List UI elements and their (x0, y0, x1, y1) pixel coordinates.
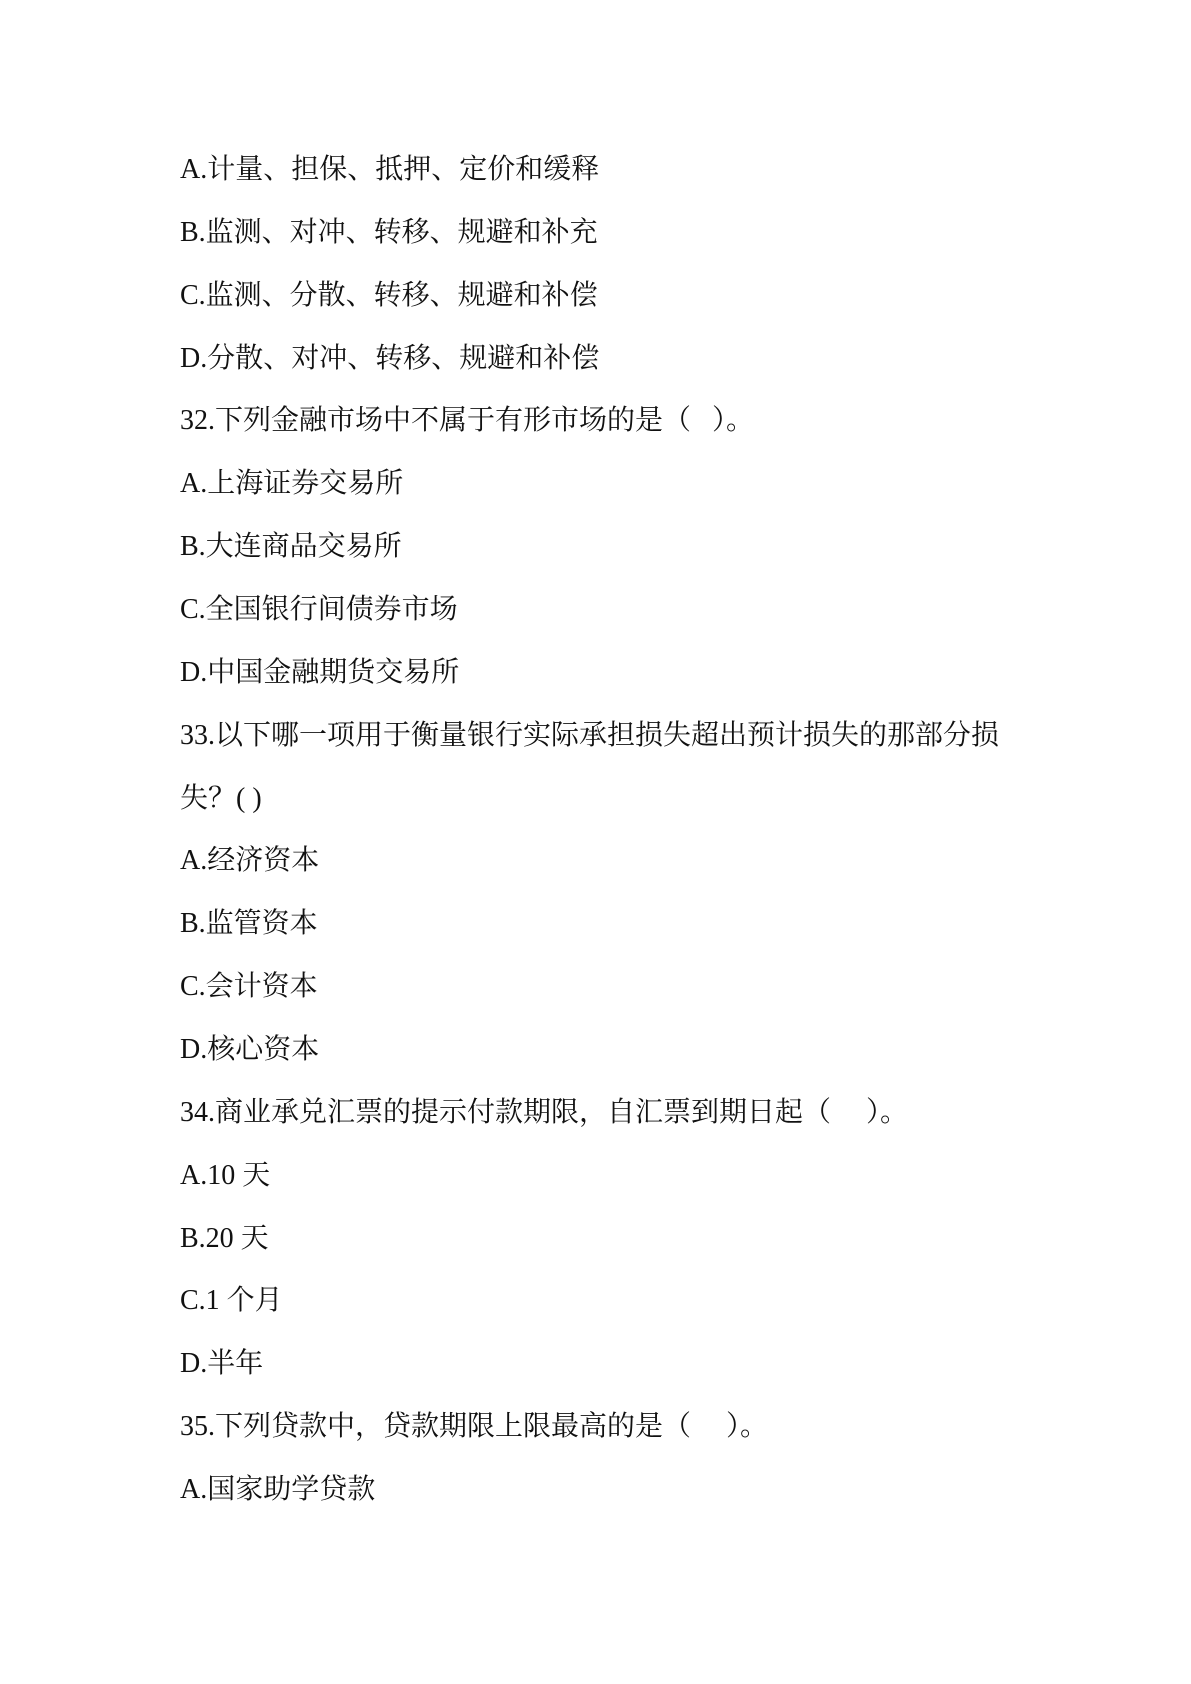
option-a: A.计量、担保、抵押、定价和缓释 (180, 154, 600, 185)
option-c: C.监测、分散、转移、规避和补偿 (180, 279, 598, 311)
option-d: D.分散、对冲、转移、规避和补偿 (180, 342, 600, 374)
option-a: A.经济资本 (180, 845, 320, 877)
option-b: B.20 天 (180, 1222, 269, 1254)
option-a: A.上海证券交易所 (180, 468, 404, 500)
option-b: B.监管资本 (180, 908, 318, 940)
option-c: C.会计资本 (180, 971, 318, 1003)
option-d: D.半年 (180, 1348, 264, 1380)
option-a: A.10 天 (180, 1159, 271, 1191)
option-b: B.监测、对冲、转移、规避和补充 (180, 216, 598, 248)
question-34-stem: 34.商业承兑汇票的提示付款期限，自汇票到期日起（ ）。 (180, 1096, 909, 1128)
option-c: C.1 个月 (180, 1285, 283, 1317)
question-32-stem: 32.下列金融市场中不属于有形市场的是（ ）。 (180, 405, 755, 437)
option-b: B.大连商品交易所 (180, 531, 402, 563)
question-33-stem-continued: 失？( ) (180, 782, 262, 814)
question-35-stem: 35.下列贷款中，贷款期限上限最高的是（ ）。 (180, 1411, 769, 1443)
option-d: D.中国金融期货交易所 (180, 656, 460, 688)
option-c: C.全国银行间债券市场 (180, 594, 458, 626)
exam-content (180, 139, 1011, 1522)
question-33-stem: 33.以下哪一项用于衡量银行实际承担损失超出预计损失的那部分损 (180, 719, 1000, 751)
option-d: D.核心资本 (180, 1034, 320, 1066)
option-a: A.国家助学贷款 (180, 1474, 376, 1506)
